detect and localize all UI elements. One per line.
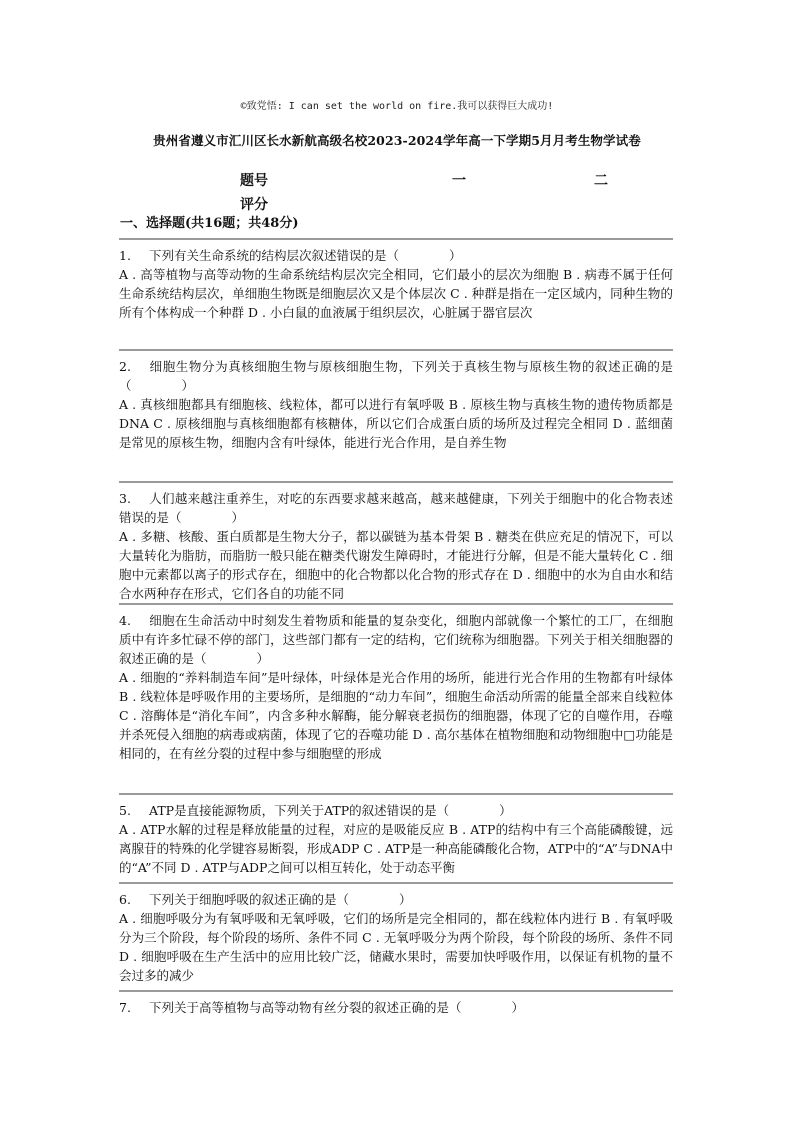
divider	[119, 990, 673, 992]
question-5	[119, 793, 673, 877]
question-2	[119, 349, 673, 452]
question-options: A . 高等植物与高等动物的生命系统结构层次完全相同，它们最小的层次为细胞 B . 病毒不属于任何生命系统结构层次，单细胞生物既是细胞层次又是个体层次 C . 种群是指在一定区域内，同种生物的所有个体构成一个种群 D . 小白鼠的血液属于组织层次，心脏属于器官层次	[119, 267, 673, 320]
score-row-score	[240, 194, 640, 218]
question-6	[119, 882, 673, 985]
question-options: A . 多糖、核酸、蛋白质都是生物大分子，都以碳链为基本骨架 B . 糖类在供应充足的情况下，可以大量转化为脂肪，而脂肪一般只能在糖类代谢发生障碍时，才能进行分解，但是不能大量转化 C . 细胞中元素都以离子的形式存在，细胞中的化合物都以化合物的形式存在 D . 细胞中的水为自由水和结合水两种存在形式，它们各自的功能不同	[119, 529, 673, 601]
divider	[119, 238, 673, 240]
question-options: A . 细胞呼吸分为有氧呼吸和无氧呼吸，它们的场所是完全相同的，都在线粒体内进行 B . 有氧呼吸分为三个阶段，每个阶段的场所、条件不同 C . 无氧呼吸分为两个阶段，每个阶段的场所、条件不同 D . 细胞呼吸在生产生活中的应用比较广泛，储藏水果时，需要加快呼吸作用，以保证有机物的量不会过多的减少	[119, 911, 673, 983]
question-options: A . 细胞的“养料制造车间”是叶绿体，叶绿体是光合作用的场所，能进行光合作用的生物都有叶绿体 B . 线粒体是呼吸作用的主要场所，是细胞的“动力车间”，细胞生命活动所需的能量全部来自线粒体 C . 溶酶体是“消化车间”，内含多种水解酶，能分解衰老损伤的细胞器，体现了它的自噬作用，吞噬并杀死侵入细胞的病毒或病菌，体现了它的吞噬功能 D . 高尔基体在植物细胞和动物细胞中□功能是相同的，在有丝分裂的过程中参与细胞壁的形成	[119, 670, 673, 761]
question-stem: ATP是直接能源物质，下列关于ATP的叙述错误的是（ ）	[149, 803, 512, 818]
divider	[119, 603, 673, 605]
divider	[119, 481, 673, 483]
question-number: 2.	[119, 359, 131, 374]
score-row-question-number	[240, 170, 640, 194]
motto-header: ©致党悟: I can set the world on fire.我可以获得巨大成功!	[240, 101, 554, 112]
question-stem: 下列关于高等植物与高等动物有丝分裂的叙述正确的是（ ）	[149, 1000, 525, 1015]
question-number: 7.	[119, 1000, 131, 1015]
question-number: 1.	[119, 248, 131, 263]
score-label-tihao: 题号	[240, 173, 268, 189]
question-number: 6.	[119, 892, 131, 907]
question-1	[119, 238, 673, 322]
score-table	[240, 170, 640, 218]
question-options: A . ATP水解的过程是释放能量的过程，对应的是吸能反应 B . ATP的结构中有三个高能磷酸键，远离腺苷的特殊的化学键容易断裂，形成ADP C . ATP是一种高能磷酸化合物，ATP中的“A”与DNA中的“A”不同 D . ATP与ADP之间可以相互转化，处于动态平衡	[119, 822, 673, 875]
score-col-1: 一	[452, 173, 466, 189]
question-4	[119, 603, 673, 763]
question-stem: 下列关于细胞呼吸的叙述正确的是（ ）	[149, 892, 412, 907]
divider	[119, 793, 673, 795]
question-stem: 下列有关生命系统的结构层次叙述错误的是（ ）	[149, 248, 462, 263]
question-stem: 细胞生物分为真核细胞生物与原核细胞生物，下列关于真核生物与原核生物的叙述正确的是（ ）	[119, 359, 673, 393]
divider	[119, 882, 673, 884]
section-heading: 一、选择题(共16题；共48分)	[120, 216, 299, 231]
score-label-pingfen: 评分	[240, 197, 268, 213]
question-3	[119, 481, 673, 603]
question-stem: 人们越来越注重养生，对吃的东西要求越来越高，越来越健康，下列关于细胞中的化合物表述错误的是（ ）	[119, 491, 673, 525]
question-options: A . 真核细胞都具有细胞核、线粒体，都可以进行有氧呼吸 B . 原核生物与真核生物的遗传物质都是DNA C . 原核细胞与真核细胞都有核糖体，所以它们合成蛋白质的场所及过程完全相同 D . 蓝细菌是常见的原核生物，细胞内含有叶绿体，能进行光合作用，是自养生物	[119, 397, 673, 450]
question-number: 3.	[119, 491, 131, 506]
question-number: 5.	[119, 803, 131, 818]
question-stem: 细胞在生命活动中时刻发生着物质和能量的复杂变化，细胞内部就像一个繁忙的工厂，在细胞质中有许多忙碌不停的部门，这些部门都有一定的结构，它们统称为细胞器。下列关于相关细胞器的叙述正确的是（ ）	[119, 613, 673, 666]
divider	[119, 349, 673, 351]
question-number: 4.	[119, 613, 131, 628]
question-7	[119, 990, 673, 1017]
score-col-2: 二	[594, 173, 608, 189]
exam-title: 贵州省遵义市汇川区长水新航高级名校2023-2024学年高一下学期5月月考生物学试卷	[153, 133, 641, 148]
